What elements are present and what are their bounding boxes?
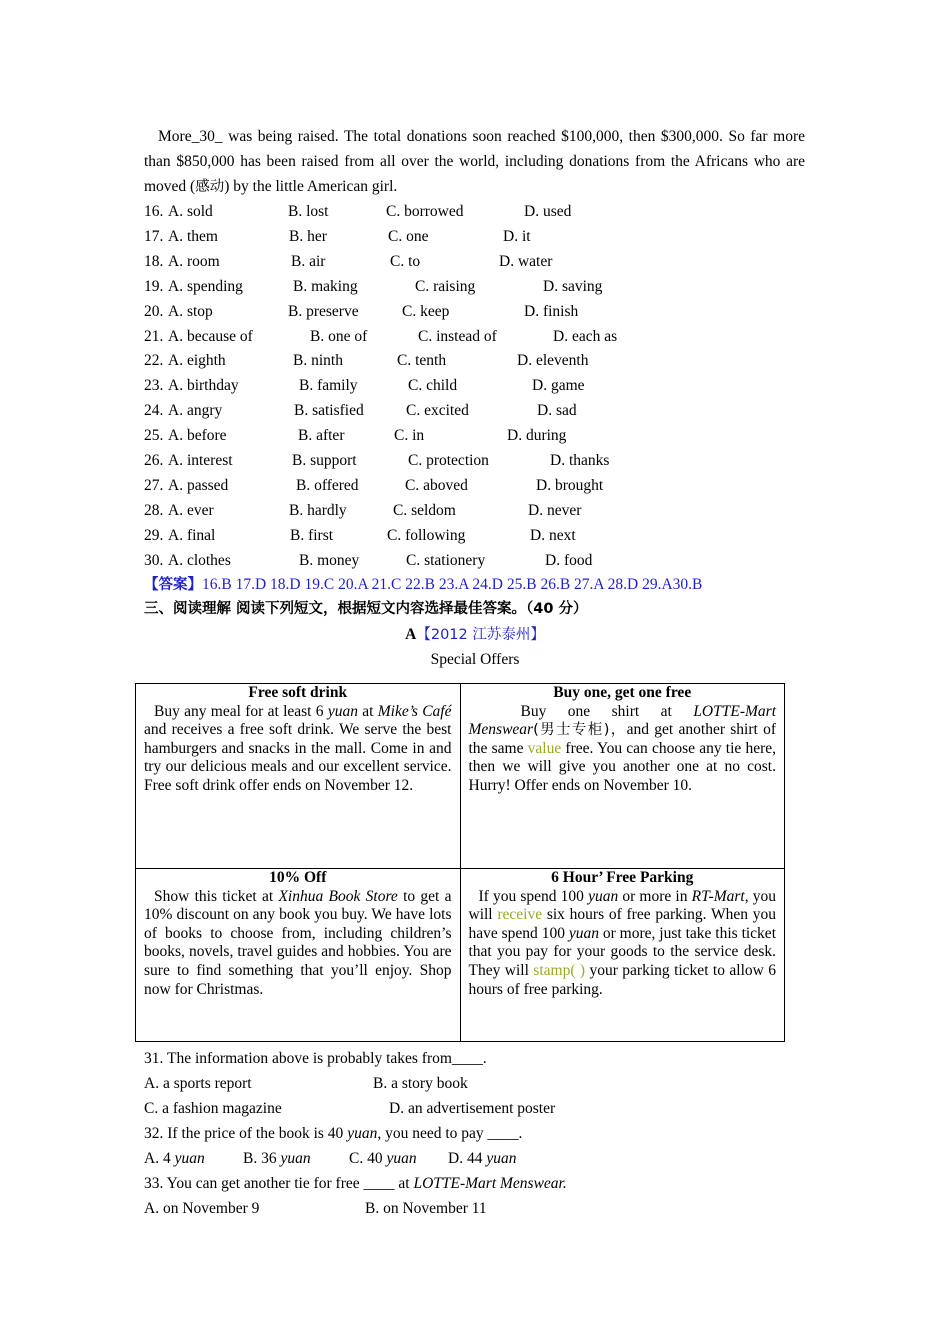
- option-b: B. after: [298, 427, 345, 445]
- option-unit: yuan: [486, 1150, 517, 1167]
- option-b: B. money: [299, 551, 360, 569]
- highlight-word: stamp( ): [533, 961, 586, 979]
- question-number: 16.: [144, 203, 164, 220]
- question-text: , you need to pay ____.: [377, 1125, 523, 1142]
- offer-title-shirt: Buy one, get one free: [553, 684, 692, 701]
- question-text: 33. You can get another tie for free ____ at: [144, 1175, 414, 1192]
- cloze-option-row: [144, 299, 784, 324]
- question-31-options-ab: [144, 1071, 744, 1096]
- question-number: 23.: [144, 377, 164, 395]
- passage-cjk-word: 感动: [195, 179, 225, 195]
- offer-body-book: [144, 888, 452, 1000]
- option-d: D. brought: [536, 476, 604, 494]
- option: [243, 1146, 311, 1171]
- option-c: C. aboved: [405, 476, 468, 494]
- option-c: C. seldom: [393, 501, 456, 519]
- option-unit: yuan: [174, 1150, 205, 1167]
- option-c: C. stationery: [406, 551, 486, 569]
- option-b: B. ninth: [293, 352, 343, 370]
- option-d: D. next: [530, 526, 576, 544]
- cloze-option-row: [144, 523, 784, 548]
- option-a: A. them: [168, 227, 218, 245]
- option-a: A. because of: [168, 327, 253, 345]
- passage-text-after: ) by the little American girl.: [224, 178, 398, 195]
- offer-text: If you spend 100: [478, 887, 589, 905]
- option-d: D. sad: [537, 402, 577, 420]
- option: C. a fashion magazine: [144, 1100, 282, 1117]
- offer-text: , you will: [468, 887, 776, 924]
- offers-heading: Special Offers: [430, 651, 520, 668]
- option-d: D. it: [503, 227, 531, 245]
- cloze-option-row: [144, 324, 784, 349]
- option-d: D. saving: [543, 277, 603, 295]
- question-33-stem: [144, 1171, 567, 1196]
- option-a: A. final: [168, 526, 216, 544]
- part-letter: A: [405, 626, 417, 643]
- option-d: D. finish: [524, 302, 579, 320]
- answer-text: 16.B 17.D 18.D 19.C 20.A 21.C 22.B 23.A 24.D 25.B 26.B 27.A 28.D 29.A30.B: [202, 576, 703, 593]
- passage-text-before: More_30_ was being raised. The total donations soon reached $100,000, then $300,000. So far more than $850,000 has been raised from all over the world, including donations from the Africans who are moved (: [144, 128, 805, 195]
- question-number: 28.: [144, 501, 164, 519]
- option-a: A. interest: [168, 452, 233, 469]
- option-c: C. in: [394, 427, 425, 445]
- offer-text-italic: RT-Mart: [691, 887, 745, 905]
- option-a: A. room: [168, 252, 220, 270]
- question-32-stem: [144, 1121, 522, 1146]
- answer-line: [144, 576, 702, 594]
- option-a: A. angry: [168, 402, 223, 420]
- offer-cell-shirt: [460, 684, 785, 869]
- cloze-option-row: [144, 373, 784, 398]
- option-d: D. food: [545, 551, 593, 569]
- option-c: C. excited: [406, 402, 469, 420]
- cloze-option-row: [144, 548, 784, 573]
- option-b: B. satisfied: [294, 402, 364, 420]
- question-31-options-cd: [144, 1096, 744, 1121]
- question-number: 18.: [144, 252, 164, 270]
- option-c: C. raising: [415, 277, 476, 295]
- option-c: C. to: [390, 252, 421, 270]
- source-tag: 【2012 江苏泰州】: [416, 627, 545, 643]
- option-a: A. birthday: [168, 377, 239, 395]
- cloze-option-row: [144, 224, 784, 249]
- option-a: A. ever: [168, 501, 214, 519]
- option-d: D. never: [528, 501, 582, 519]
- cloze-option-row: [144, 398, 784, 423]
- offer-text: to get a 10% discount on any book you buy. We have lots of books to choose from, including children’s books, novels, travel guides and hobbies. You are sure to find something that you’ll enjoy. Shop now for Christmas.: [144, 887, 452, 998]
- option-text: B. 36: [243, 1150, 281, 1167]
- option: [349, 1146, 417, 1171]
- question-number: 27.: [144, 476, 164, 494]
- part-heading: [0, 625, 950, 645]
- cloze-option-row: [144, 249, 784, 274]
- question-number: 30.: [144, 551, 164, 569]
- cloze-option-row: [144, 348, 784, 373]
- offer-cell-book: [136, 869, 461, 1042]
- option: B. a story book: [373, 1075, 468, 1092]
- question-number: 26.: [144, 452, 164, 469]
- offer-body-shirt: [469, 703, 777, 796]
- offer-text: Buy one shirt at: [520, 702, 694, 720]
- question-number: 25.: [144, 427, 164, 445]
- option-c: C. keep: [402, 302, 450, 320]
- option-b: B. support: [292, 452, 357, 469]
- option-b: B. making: [293, 277, 358, 295]
- offer-title-book: 10% Off: [269, 869, 327, 886]
- option: A. a sports report: [144, 1075, 252, 1092]
- cloze-option-row: [144, 423, 784, 448]
- question-31-stem: 31. The information above is probably takes from____.: [144, 1050, 487, 1067]
- offer-text-cjk: (男士专柜)，: [533, 722, 627, 739]
- offer-text: and get another shirt of the same: [468, 721, 776, 757]
- cloze-option-row: [144, 199, 784, 224]
- offer-text: Show this ticket at: [154, 887, 279, 905]
- option-d: D. thanks: [550, 452, 610, 469]
- option-c: C. protection: [408, 452, 489, 469]
- option-b: B. first: [290, 526, 334, 544]
- offers-table: [135, 683, 785, 1042]
- question-32-options: [144, 1146, 744, 1171]
- option-a: A. passed: [168, 476, 229, 494]
- cloze-option-row: [144, 498, 784, 523]
- cloze-option-row: [144, 448, 784, 473]
- option-d: D. eleventh: [517, 352, 589, 370]
- option-d: D. each as: [553, 327, 618, 345]
- option-c: C. child: [408, 377, 458, 395]
- question-number: 24.: [144, 402, 164, 420]
- question-33-options: [144, 1196, 744, 1221]
- option-unit: yuan: [280, 1150, 311, 1167]
- offer-text: Buy any meal for at least 6: [154, 702, 328, 720]
- offer-text: your parking ticket to allow 6 hours of free parking.: [468, 961, 776, 998]
- option-c: C. tenth: [397, 352, 447, 370]
- option-b: B. air: [291, 252, 326, 270]
- question-number: 29.: [144, 526, 164, 544]
- option-b: B. one of: [310, 327, 368, 345]
- option-b: B. her: [289, 227, 327, 245]
- offer-text: at: [357, 702, 378, 720]
- offer-text: or more, just take this ticket that you pay for your goods to the service desk. They will: [468, 924, 776, 979]
- offer-text: six hours of free parking. When you have spend 100: [468, 906, 776, 942]
- option-d: D. during: [507, 427, 567, 445]
- option: B. on November 11: [365, 1200, 487, 1217]
- option-b: B. offered: [296, 476, 359, 494]
- option-a: A. spending: [168, 277, 243, 295]
- highlight-word: value: [527, 739, 562, 757]
- option-c: C. instead of: [418, 327, 497, 345]
- offer-cell-parking: [460, 869, 785, 1042]
- question-number: 22.: [144, 352, 164, 370]
- offer-title-parking: 6 Hour’ Free Parking: [551, 869, 694, 886]
- offer-text-italic: LOTTE-Mart Menswear: [468, 702, 776, 739]
- option-d: D. used: [524, 203, 572, 220]
- option: D. an advertisement poster: [389, 1100, 556, 1117]
- option-b: B. preserve: [288, 302, 359, 320]
- question-text-italic: yuan: [347, 1125, 378, 1142]
- option: [144, 1146, 205, 1171]
- option-a: A. before: [168, 427, 227, 445]
- offer-text: free. You can choose any tie here, then we will give you another one at no cost. Hurry! Offer ends on November 10.: [468, 739, 776, 794]
- option-c: C. one: [388, 227, 429, 245]
- offer-text: or more in: [618, 887, 692, 905]
- option-b: B. lost: [288, 203, 329, 220]
- section-title: 三、阅读理解 阅读下列短文，根据短文内容选择最佳答案。（40 分）: [144, 601, 588, 617]
- option-a: A. clothes: [168, 551, 231, 569]
- option-b: B. hardly: [289, 501, 347, 519]
- offer-text-italic: yuan: [588, 887, 619, 905]
- offer-text-italic: Xinhua Book Store: [278, 887, 398, 905]
- offer-title-drink: Free soft drink: [248, 684, 348, 701]
- question-number: 21.: [144, 327, 164, 345]
- option-text: A. 4: [144, 1150, 175, 1167]
- option-a: A. eighth: [168, 352, 226, 370]
- option: A. on November 9: [144, 1200, 260, 1217]
- passage-paragraph: [144, 124, 805, 200]
- option-a: A. stop: [168, 302, 213, 320]
- option-c: C. following: [387, 526, 466, 544]
- question-text-italic: LOTTE-Mart Menswear.: [413, 1175, 567, 1192]
- option-text: D. 44: [448, 1150, 487, 1167]
- option-text: C. 40: [349, 1150, 387, 1167]
- cloze-option-row: [144, 473, 784, 498]
- option-d: D. water: [499, 252, 553, 270]
- option-d: D. game: [532, 377, 585, 395]
- offer-body-parking: [469, 888, 777, 1000]
- question-number: 20.: [144, 302, 164, 320]
- answer-label: 【答案】: [144, 577, 202, 593]
- option: [448, 1146, 516, 1171]
- question-text: 32. If the price of the book is 40: [144, 1125, 348, 1142]
- option-a: A. sold: [168, 203, 213, 220]
- offer-text-italic: Mike’s Café: [377, 702, 452, 720]
- cloze-option-row: [144, 274, 784, 299]
- question-number: 17.: [144, 227, 164, 245]
- offer-text-italic: yuan: [327, 702, 358, 720]
- option-c: C. borrowed: [386, 203, 464, 220]
- offer-cell-drink: [136, 684, 461, 869]
- offer-text-italic: yuan: [568, 924, 599, 942]
- highlight-word: receive: [497, 906, 543, 924]
- option-unit: yuan: [386, 1150, 417, 1167]
- offer-body-drink: [144, 703, 452, 796]
- option-b: B. family: [299, 377, 358, 395]
- question-number: 19.: [144, 277, 164, 295]
- offer-text: and receives a free soft drink. We serve the best hamburgers and snacks in the mall. Come in and try our delicious meals and our excellent service. Free soft drink offer ends on November 12.: [144, 721, 452, 794]
